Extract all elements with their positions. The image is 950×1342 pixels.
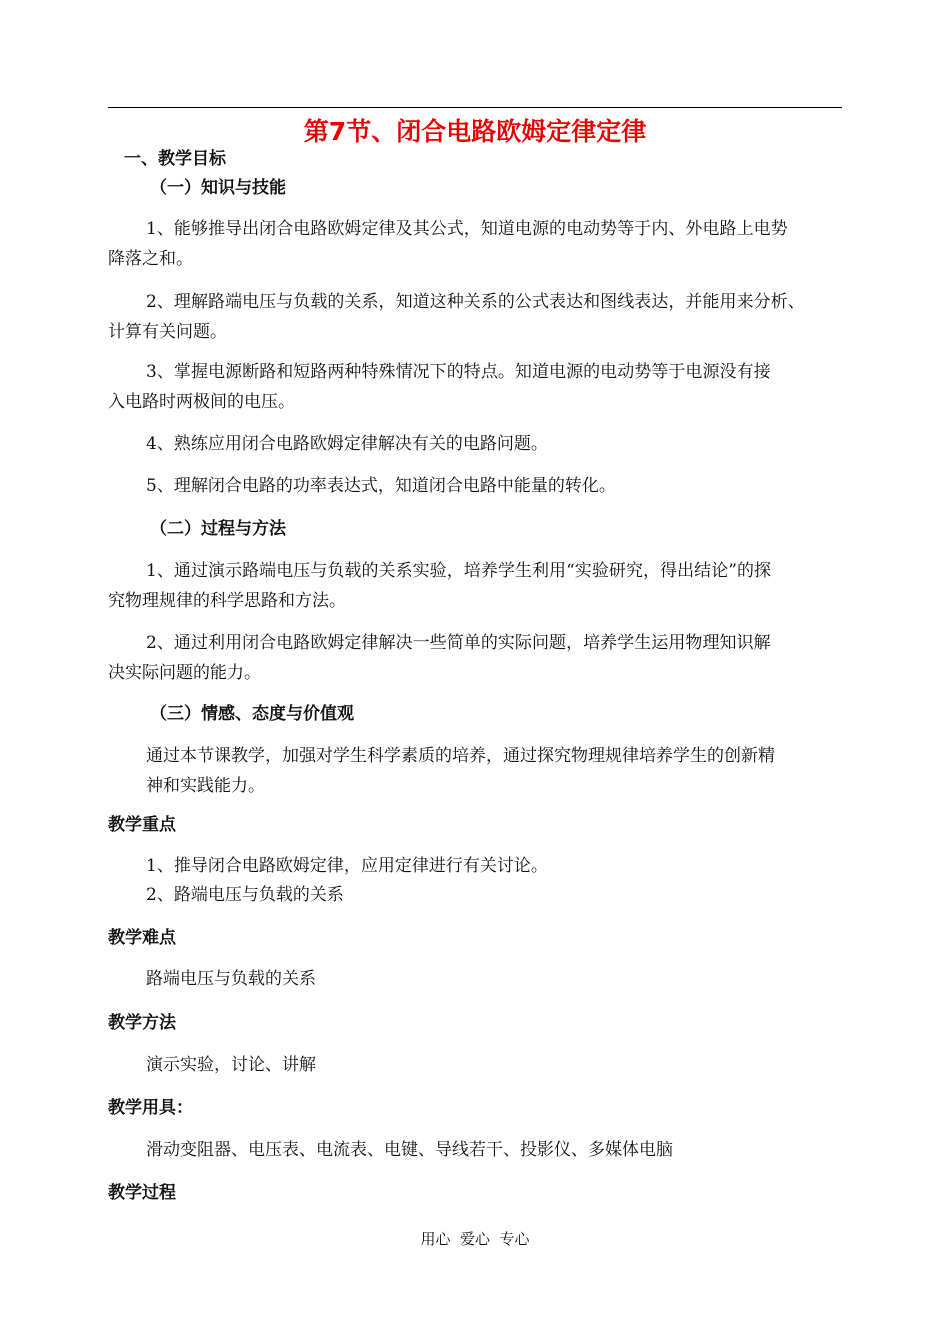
page-footer: 用心 爱心 专心 bbox=[420, 1230, 530, 1248]
knowledge-item-3: 3、掌握电源断路和短路两种特殊情况下的特点。知道电源的电动势等于电源没有接 入电路时两极间的电压。 bbox=[108, 362, 771, 412]
methods-item: 演示实验，讨论、讲解 bbox=[146, 1055, 316, 1075]
tools-item: 滑动变阻器、电压表、电流表、电键、导线若干、投影仪、多媒体电脑 bbox=[146, 1140, 673, 1160]
knowledge-item-5: 5、理解闭合电路的功率表达式，知道闭合电路中能量的转化。 bbox=[146, 476, 616, 496]
difficulty-item: 路端电压与负载的关系 bbox=[146, 969, 316, 989]
page-title: 第7节、闭合电路欧姆定律定律 bbox=[303, 117, 647, 146]
heading-difficulty: 教学难点 bbox=[108, 928, 176, 948]
process-item-1: 1、通过演示路端电压与负载的关系实验，培养学生利用“实验研究，得出结论”的探 究物理规律的科学思路和方法。 bbox=[108, 561, 772, 611]
heading-key-points: 教学重点 bbox=[108, 815, 176, 835]
knowledge-item-4: 4、熟练应用闭合电路欧姆定律解决有关的电路问题。 bbox=[146, 434, 548, 454]
heading-methods: 教学方法 bbox=[108, 1013, 176, 1033]
process-item-2: 2、通过利用闭合电路欧姆定律解决一些简单的实际问题，培养学生运用物理知识解 决实际问题的能力。 bbox=[108, 633, 771, 683]
heading-tools: 教学用具： bbox=[108, 1098, 193, 1118]
key-point-2: 2、路端电压与负载的关系 bbox=[146, 885, 344, 905]
knowledge-item-2: 2、理解路端电压与负载的关系，知道这种关系的公式表达和图线表达，并能用来分析、 计算有关问题。 bbox=[108, 292, 805, 342]
heading-teaching-process: 教学过程 bbox=[108, 1183, 176, 1203]
heading-emotion-values: （三）情感、态度与价值观 bbox=[150, 704, 354, 724]
heading-objectives: 一、教学目标 bbox=[124, 149, 226, 169]
emotion-paragraph: 通过本节课教学，加强对学生科学素质的培养，通过探究物理规律培养学生的创新精 神和实践能力。 bbox=[146, 746, 775, 796]
heading-knowledge-skills: （一）知识与技能 bbox=[150, 178, 286, 198]
heading-process-methods: （二）过程与方法 bbox=[150, 519, 286, 539]
header-rule bbox=[108, 107, 842, 108]
knowledge-item-1: 1、能够推导出闭合电路欧姆定律及其公式，知道电源的电动势等于内、外电路上电势 降落之和。 bbox=[108, 219, 788, 269]
key-point-1: 1、推导闭合电路欧姆定律，应用定律进行有关讨论。 bbox=[146, 856, 548, 876]
